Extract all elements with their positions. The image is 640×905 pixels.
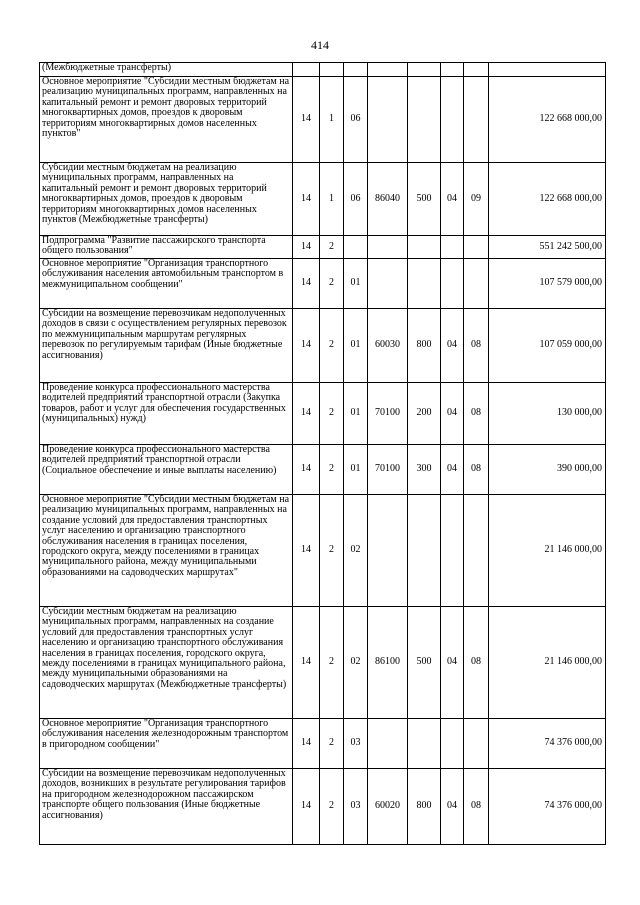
code-subsection: 08 (464, 383, 489, 445)
code-subprogram: 1 (320, 77, 344, 163)
code-subprogram: 2 (320, 719, 344, 769)
code-direction: 60020 (368, 769, 408, 845)
row-description: Проведение конкурса профессионального мастерства водителей предприятий транспортной отрасли (Закупка товаров, работ и услуг для обеспечения государственных (муниципальных) нужд) (40, 383, 293, 445)
table-row (40, 607, 606, 719)
code-expense-type: 200 (408, 383, 441, 445)
row-description: Основное мероприятие "Субсидии местным бюджетам на реализацию муниципальных программ, направленных на создание условий для предоставления транспортных услуг населению и организацию транспортного обслуживания населения в границах поселения, городского округа, между поселениями в границах муниципального района, между муниципальными образованиями на садоводческих маршрутах" (40, 495, 293, 607)
table-row (40, 495, 606, 607)
row-amount (489, 63, 606, 77)
row-amount: 74 376 000,00 (489, 769, 606, 845)
code-expense-type: 800 (408, 309, 441, 383)
row-description: Субсидии местным бюджетам на реализацию муниципальных программ, направленных на создание условий для предоставления транспортных услуг населению и организацию транспортного обслуживания населения в границах поселения, городского округа, между поселениями в границах муниципального района, между муниципальными образованиями на садоводческих маршрутах (Межбюджетные трансферты) (40, 607, 293, 719)
code-activity: 06 (344, 77, 368, 163)
row-description: Основное мероприятие "Субсидии местным бюджетам на реализацию муниципальных программ, направленных на капитальный ремонт и ремонт дворовых территорий многоквартирных домов, проездов к дворовым территориям многоквартирных домов населенных пунктов" (40, 77, 293, 163)
row-description: Проведение конкурса профессионального мастерства водителей предприятий транспортной отрасли (Социальное обеспечение и иные выплаты населению) (40, 445, 293, 495)
code-activity (344, 236, 368, 259)
code-subprogram: 1 (320, 163, 344, 236)
code-direction (368, 495, 408, 607)
code-section: 04 (441, 445, 464, 495)
row-description: (Межбюджетные трансферты) (40, 63, 293, 77)
code-subsection: 09 (464, 163, 489, 236)
code-ministry: 14 (293, 77, 320, 163)
code-activity: 03 (344, 769, 368, 845)
table-row (40, 445, 606, 495)
code-subsection (464, 63, 489, 77)
code-direction (368, 719, 408, 769)
code-activity: 01 (344, 259, 368, 309)
table-row (40, 163, 606, 236)
code-subprogram: 2 (320, 607, 344, 719)
code-direction: 70100 (368, 383, 408, 445)
code-expense-type (408, 719, 441, 769)
code-direction (368, 259, 408, 309)
code-direction (368, 236, 408, 259)
code-section: 04 (441, 769, 464, 845)
code-expense-type (408, 259, 441, 309)
code-activity: 01 (344, 383, 368, 445)
row-amount: 130 000,00 (489, 383, 606, 445)
table-row (40, 77, 606, 163)
code-direction (368, 63, 408, 77)
row-amount: 390 000,00 (489, 445, 606, 495)
code-subprogram: 2 (320, 445, 344, 495)
code-section: 04 (441, 607, 464, 719)
code-activity: 01 (344, 445, 368, 495)
table-row (40, 309, 606, 383)
code-subprogram: 2 (320, 309, 344, 383)
code-subprogram: 2 (320, 495, 344, 607)
code-section: 04 (441, 383, 464, 445)
row-amount: 107 579 000,00 (489, 259, 606, 309)
table-row (40, 383, 606, 445)
code-subsection: 08 (464, 445, 489, 495)
code-section (441, 77, 464, 163)
code-subsection (464, 77, 489, 163)
code-ministry: 14 (293, 259, 320, 309)
code-expense-type: 800 (408, 769, 441, 845)
row-amount: 21 146 000,00 (489, 495, 606, 607)
code-subsection (464, 259, 489, 309)
code-expense-type (408, 495, 441, 607)
table-row (40, 259, 606, 309)
code-direction: 86100 (368, 607, 408, 719)
row-description: Субсидии на возмещение перевозчикам недополученных доходов в связи с осуществлением регулярных перевозок по межмуниципальным маршрутам регулярных перевозок по регулируемым тарифам (Иные бюджетные ассигнования) (40, 309, 293, 383)
code-section (441, 719, 464, 769)
row-amount: 107 059 000,00 (489, 309, 606, 383)
code-activity (344, 63, 368, 77)
code-ministry: 14 (293, 607, 320, 719)
table-row (40, 63, 606, 77)
page-number: 414 (311, 38, 329, 52)
code-ministry: 14 (293, 719, 320, 769)
code-subprogram: 2 (320, 769, 344, 845)
row-description: Субсидии местным бюджетам на реализацию муниципальных программ, направленных на капитальный ремонт и ремонт дворовых территорий многоквартирных домов, проездов к дворовым территориям многоквартирных домов населенных пунктов (Межбюджетные трансферты) (40, 163, 293, 236)
table-row (40, 719, 606, 769)
code-ministry: 14 (293, 769, 320, 845)
code-subsection: 08 (464, 769, 489, 845)
code-ministry: 14 (293, 163, 320, 236)
code-ministry: 14 (293, 445, 320, 495)
code-activity: 06 (344, 163, 368, 236)
code-subprogram: 2 (320, 236, 344, 259)
row-amount: 122 668 000,00 (489, 163, 606, 236)
code-subsection (464, 719, 489, 769)
code-expense-type (408, 63, 441, 77)
row-amount: 122 668 000,00 (489, 77, 606, 163)
code-expense-type: 500 (408, 163, 441, 236)
table-row (40, 769, 606, 845)
table-row (40, 236, 606, 259)
code-ministry: 14 (293, 495, 320, 607)
row-amount: 21 146 000,00 (489, 607, 606, 719)
code-ministry: 14 (293, 383, 320, 445)
code-section: 04 (441, 163, 464, 236)
code-expense-type (408, 236, 441, 259)
code-activity: 01 (344, 309, 368, 383)
row-description: Основное мероприятие "Организация транспортного обслуживания населения железнодорожным транспортом в пригородном сообщении" (40, 719, 293, 769)
code-activity: 02 (344, 607, 368, 719)
code-subsection: 08 (464, 607, 489, 719)
code-activity: 03 (344, 719, 368, 769)
code-subsection: 08 (464, 309, 489, 383)
code-subprogram: 2 (320, 383, 344, 445)
code-direction: 70100 (368, 445, 408, 495)
code-expense-type: 500 (408, 607, 441, 719)
row-amount: 551 242 500,00 (489, 236, 606, 259)
budget-table (39, 62, 606, 845)
code-ministry: 14 (293, 236, 320, 259)
code-subsection (464, 495, 489, 607)
code-subsection (464, 236, 489, 259)
code-section (441, 63, 464, 77)
row-description: Субсидии на возмещение перевозчикам недополученных доходов, возникших в результате регулирования тарифов на пригородном железнодорожном пассажирском транспорте общего пользования (Иные бюджетные ассигнования) (40, 769, 293, 845)
code-direction: 60030 (368, 309, 408, 383)
row-description: Основное мероприятие "Организация транспортного обслуживания населения автомобильным транспортом в межмуниципальном сообщении" (40, 259, 293, 309)
code-ministry (293, 63, 320, 77)
code-direction: 86040 (368, 163, 408, 236)
code-section (441, 495, 464, 607)
code-subprogram: 2 (320, 259, 344, 309)
code-expense-type (408, 77, 441, 163)
code-activity: 02 (344, 495, 368, 607)
code-expense-type: 300 (408, 445, 441, 495)
code-ministry: 14 (293, 309, 320, 383)
code-section (441, 259, 464, 309)
code-direction (368, 77, 408, 163)
row-description: Подпрограмма "Развитие пассажирского транспорта общего пользования" (40, 236, 293, 259)
code-section: 04 (441, 309, 464, 383)
code-section (441, 236, 464, 259)
row-amount: 74 376 000,00 (489, 719, 606, 769)
code-subprogram (320, 63, 344, 77)
